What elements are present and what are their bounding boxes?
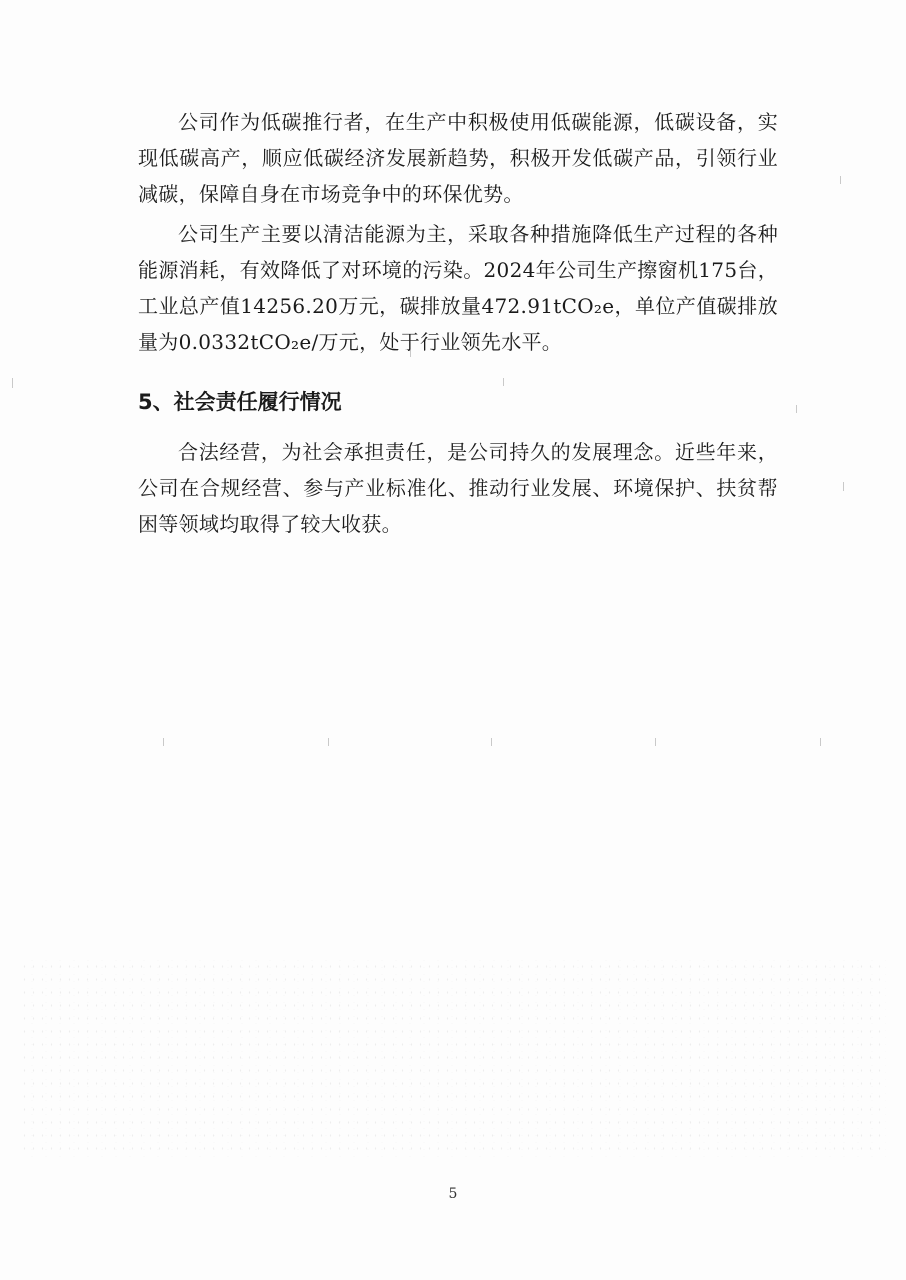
scan-speck: [163, 738, 164, 746]
scan-speck: [820, 738, 821, 746]
scan-speck: [655, 738, 656, 746]
scan-speck: [796, 405, 797, 413]
scan-speck: [12, 378, 13, 388]
paragraph-social-responsibility: 合法经营，为社会承担责任，是公司持久的发展理念。近些年来，公司在合规经营、参与产业标准化、推动行业发展、环境保护、扶贫帮困等领域均取得了较大收获。: [138, 440, 778, 536]
page-number: 5: [448, 1186, 458, 1202]
scan-speck: [843, 482, 844, 491]
scan-speck: [491, 738, 492, 746]
scan-speck: [840, 176, 841, 184]
section-heading: 5、社会责任履行情况: [138, 390, 342, 414]
document-body: [138, 104, 778, 542]
scan-speck: [328, 738, 329, 746]
scan-noise: [20, 960, 886, 1160]
paragraph-low-carbon: 公司作为低碳推行者，在生产中积极使用低碳能源，低碳设备，实现低碳高产，顺应低碳经济发展新趋势，积极开发低碳产品，引领行业减碳，保障自身在市场竞争中的环保优势。: [138, 110, 778, 206]
paragraph-clean-energy: 公司生产主要以清洁能源为主，采取各种措施降低生产过程的各种能源消耗，有效降低了对环境的污染。2024年公司生产擦窗机175台，工业总产值14256.20万元，碳排放量472.91tCO₂e，单位产值碳排放量为0.0332tCO₂e/万元，处于行业领先水平。: [138, 222, 778, 354]
